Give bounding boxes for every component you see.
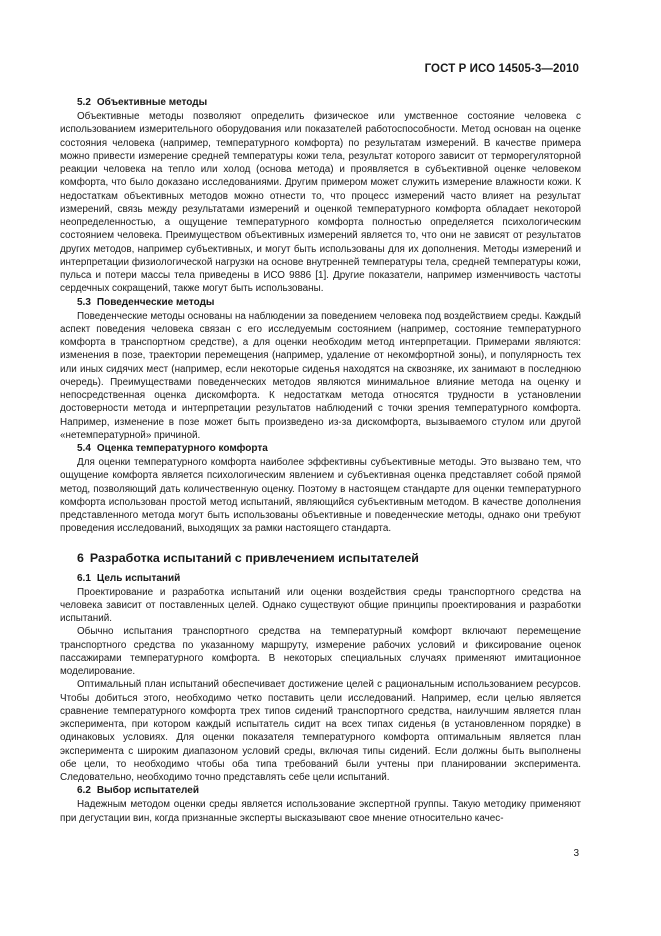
document-body	[60, 96, 581, 825]
subsection-title: Объективные методы	[96, 97, 208, 108]
subsection-number: 5.2	[77, 97, 91, 108]
subsection-title: Оценка температурного комфорта	[96, 443, 268, 454]
subsection-title: Выбор испытателей	[96, 785, 199, 797]
subsection-heading-6-1	[60, 572, 581, 586]
standard-header: ГОСТ Р ИСО 14505-3—2010	[424, 63, 579, 75]
subsection-title: Цель испытаний	[96, 572, 181, 584]
paragraph: Обычно испытания транспортного средства на температурный комфорт включают перемещение транспортного средства по указанному маршруту, измерение рабочих условий и фиксирование оценок пассажирами температурного комфорта. В некоторых специальных случаях применяют имитационное моделирование.	[60, 626, 581, 677]
paragraph: Для оценки температурного комфорта наиболее эффективны субъективные методы. Это вызвано тем, что ощущение комфорта является психологическим явлением и субъективная оценка представляет собой прямой метод, позволяющий дать количественную оценку. Поэтому в настоящем стандарте для оценки температурного комфорта использован простой метод испытаний, являющийся субъективным методом. В качестве дополнения представленного метода могут быть использованы объективные и поведенческие методы, однако они требуют проведения исследований, выходящих за рамки настоящего стандарта.	[60, 457, 581, 535]
paragraph: Объективные методы позволяют определить физическое или умственное состояние человека с использованием измерительного оборудования или показателей работоспособности. Метод основан на оценке состояния человека (например, температурного комфорта) по результатам измерений. В качестве примера можно привести измерение средней температуры кожи тела, результат которого зависит от терморегуляторной реакции человека на тепло или холод (основа метода) и проявляется в субъективной оценке человеком комфорта, что было доказано исследованиями. Другим примером может служить измерение влажности кожи. К недостаткам объективных методов можно отнести то, что процесс измерений часто влияет на результат измерений, связь между результатами измерений и оценкой температурного комфорта обладает некоторой неопределенностью, а ощущение температурного комфорта полностью определяется психологическим состоянием человека. Преимуществом объективных измерений является то, что они не зависят от результатов других методов, например субъективных, и могут быть использованы для их дополнения. Методы измерений и интерпретации физиологической нагрузки на основе внутренней температуры тела, средней температуры кожи, пульса и потери массы тела приведены в ИСО 9886 [1]. Другие показатели, например изменчивость частоты сердечных сокращений, также могут быть использованы.	[60, 111, 581, 295]
subsection-heading-5-3	[60, 296, 581, 310]
section-title: Разработка испытаний с привлечением испытателей	[89, 550, 419, 565]
subsection-number: 5.3	[77, 296, 91, 308]
subsection-number: 5.4	[77, 443, 91, 454]
subsection-heading-5-2	[60, 96, 581, 110]
paragraph: Проектирование и разработка испытаний или оценки воздействия среды транспортного средства на человека зависит от поставленных целей. Однако существуют общие принципы проектирования и разработки испытаний.	[60, 586, 581, 624]
subsection-heading-6-2	[60, 784, 581, 798]
subsection-number: 6.1	[77, 572, 91, 584]
section-heading-6	[60, 550, 581, 566]
subsection-number: 6.2	[77, 785, 91, 797]
subsection-heading-5-4	[60, 442, 581, 456]
paragraph: Оптимальный план испытаний обеспечивает достижение целей с рациональным использованием ресурсов. Чтобы добиться этого, необходимо четко поставить цели исследований. Например, если целью является сравнение температурного комфорта трех типов сидений транспортного средства, наилучшим является план эксперимента, при котором каждый испытатель сидит на всех типах сиденья (в установленном порядке) в одинаковых условиях. Для оценки показателя температурного комфорта оптимальным является план эксперимента с широким диапазоном условий среды, включая типы сидений. Если должны быть выполнены обе цели, то необходимо чтобы оба типа требований были учтены при планировании эксперимента. Следовательно, необходимо точно представлять себе цели испытаний.	[60, 679, 581, 783]
section-number: 6	[77, 550, 84, 565]
paragraph: Надежным методом оценки среды является использование экспертной группы. Такую методику применяют при дегустации вин, когда признанные эксперты высказывают свое мнение относительно качес-	[60, 799, 581, 824]
subsection-title: Поведенческие методы	[96, 296, 215, 308]
paragraph: Поведенческие методы основаны на наблюдении за поведением человека под воздействием среды. Каждый аспект поведения человека связан с его исследуемым состоянием (например, состояние температурного комфорта в транспортном средстве), а для оценки необходим метод интерпретации. Примерами являются: изменения в позе, траектории перемещения (например, удаление от некомфортной зоны), и популярность тех или иных сидячих мест (например, если некоторые сиденья находятся на сквозняке, их занимают в последнюю очередь). Преимуществами поведенческих методов являются минимальное влияние метода на оценку и непосредственная оценка дискомфорта. К недостаткам метода относятся трудности в установлении достоверности метода и интерпретации результатов наблюдений с точки зрения температурного комфорта. Например, изменение в позе может быть произведено из-за дискомфорта, вызываемого стулом или другой «нетемпературной» причиной.	[60, 310, 581, 441]
page-number: 3	[573, 848, 579, 859]
